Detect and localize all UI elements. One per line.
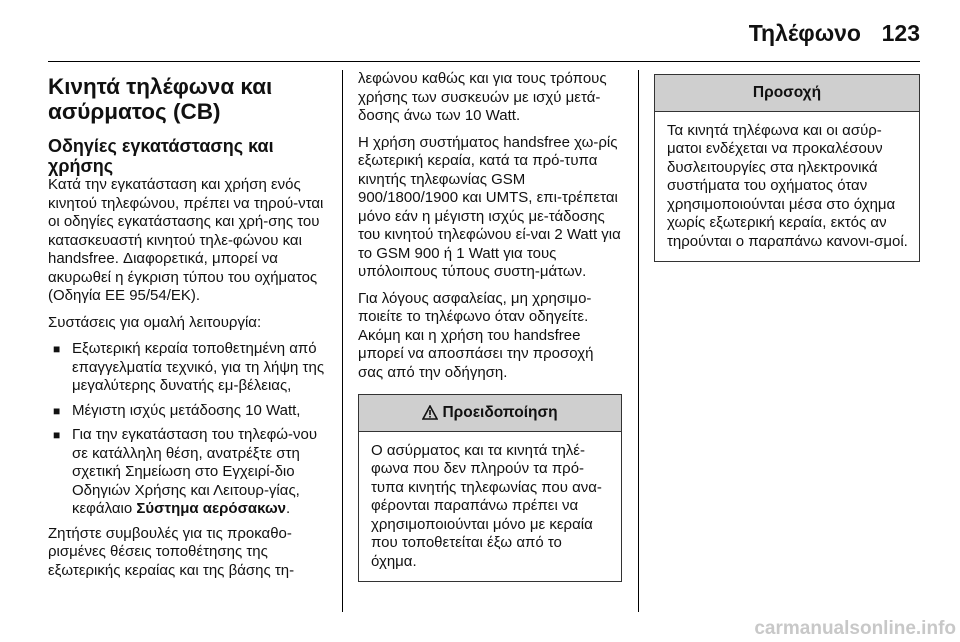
caution-text: Τα κινητά τηλέφωνα και οι ασύρ-ματοι ενδέχεται να προκαλέσουν δυσλειτουργίες στα ηλεκτρονικά συστήματα του οχήματος όταν χρησιμοποιούνται μέσα στο όχημα χωρίς εξωτερική κεραία, εκτός αν τηρούνται ο παραπάνω κανονι-σμοί. xyxy=(667,121,908,250)
list-item xyxy=(48,426,330,519)
list-item-text: Εξωτερική κεραία τοποθετημένη από επαγγελματία τεχνικό, για τη λήψη της μεγαλύτερης δυνατής εμ-βέλειας, xyxy=(72,340,325,394)
caution-box xyxy=(654,74,920,262)
column-middle xyxy=(358,70,622,582)
chapter-reference: Σύστημα αερόσακων xyxy=(136,500,286,517)
page-header xyxy=(0,0,960,62)
subsection-title: Οδηγίες εγκατάστασης και χρήσης xyxy=(48,136,274,176)
warning-box xyxy=(358,394,622,582)
list-item-text: Για την εγκατάσταση του τηλεφώ-νου σε κατάλληλη θέση, ανατρέξτε στη σχετική Σημείωση στο Εγχειρί-διο Οδηγιών Χρήσης και Λειτουρ-γίας, κεφάλαιο xyxy=(72,426,318,517)
recommendations-list xyxy=(48,340,330,519)
recommendations-label: Συστάσεις για ομαλή λειτουργία: xyxy=(48,313,262,331)
bullet-icon: ■ xyxy=(53,342,61,356)
list-item-end: . xyxy=(285,500,291,517)
intro-paragraph: Κατά την εγκατάσταση και χρήση ενός κινητού τηλεφώνου, πρέπει να τηρού-νται οι οδηγίες εγκατάστασης και χρή-σης του κατασκευαστή κινητού τηλε-φώνου και handsfree. Διαφορετικά, μπορεί να ακυρωθεί η έγκριση τύπου του οχήματος (Οδηγία ΕΕ 95/54/ΕΚ). xyxy=(48,176,324,304)
list-item xyxy=(48,340,330,396)
list-item-text: Μέγιστη ισχύς μετάδοσης 10 Watt, xyxy=(72,401,301,419)
warning-text: Ο ασύρματος και τα κινητά τηλέ-φωνα που δεν πληρούν τα πρό-τυπα κινητής τηλεφωνίας που ανα-φέρονται παραπάνω πρέπει να χρησιμοποιούνται μόνο με κεραία που τοποθετείται έξω από το όχημα. xyxy=(371,441,602,570)
caution-header: Προσοχή xyxy=(655,75,919,112)
paragraph-continued: λεφώνου καθώς και για τους τρόπους χρήσης των συσκευών με ισχύ μετά-δοσης άνω των 10 Watt. xyxy=(358,70,607,124)
section-title: Κινητά τηλέφωνα και ασύρματος (CB) xyxy=(48,74,273,124)
column-left xyxy=(48,70,330,588)
page-number: 123 xyxy=(881,20,920,46)
bullet-icon: ■ xyxy=(53,428,61,442)
column-divider-2 xyxy=(638,70,639,612)
column-divider-1 xyxy=(342,70,343,612)
warning-title: Προειδοποίηση xyxy=(442,404,558,421)
warning-triangle-icon xyxy=(422,405,438,420)
warning-header xyxy=(359,395,621,432)
bullet-icon: ■ xyxy=(53,403,61,418)
header-divider xyxy=(48,61,920,62)
list-item xyxy=(48,402,330,421)
column-right xyxy=(654,70,920,262)
handsfree-paragraph: Η χρήση συστήματος handsfree χω-ρίς εξωτερική κεραία, κατά τα πρό-τυπα κινητής τηλεφωνίας GSM 900/1800/1900 και UMTS, επι-τρέπεται μόνο εάν η μέγιστη ισχύς με-τάδοσης του κινητού τηλεφώνου εί-ναι 2 Watt για το GSM 900 ή 1 Watt για τους υπόλοιπους τύπους συστη-μάτων. xyxy=(358,133,621,280)
closing-paragraph: Ζητήστε συμβουλές για τις προκαθο-ρισμένες θέσεις τοποθέτησης της εξωτερικής κεραίας και της βάσης τη- xyxy=(48,524,295,579)
safety-paragraph: Για λόγους ασφαλείας, μη χρησιμο-ποιείτε το τηλέφωνο όταν οδηγείτε. Ακόμη και η χρήση του handsfree μπορεί να αποσπάσει την προσοχή σας από την οδήγηση. xyxy=(358,289,594,381)
footer-watermark: carmanualsonline.info xyxy=(754,618,956,639)
header-title: Τηλέφωνο xyxy=(748,20,861,46)
